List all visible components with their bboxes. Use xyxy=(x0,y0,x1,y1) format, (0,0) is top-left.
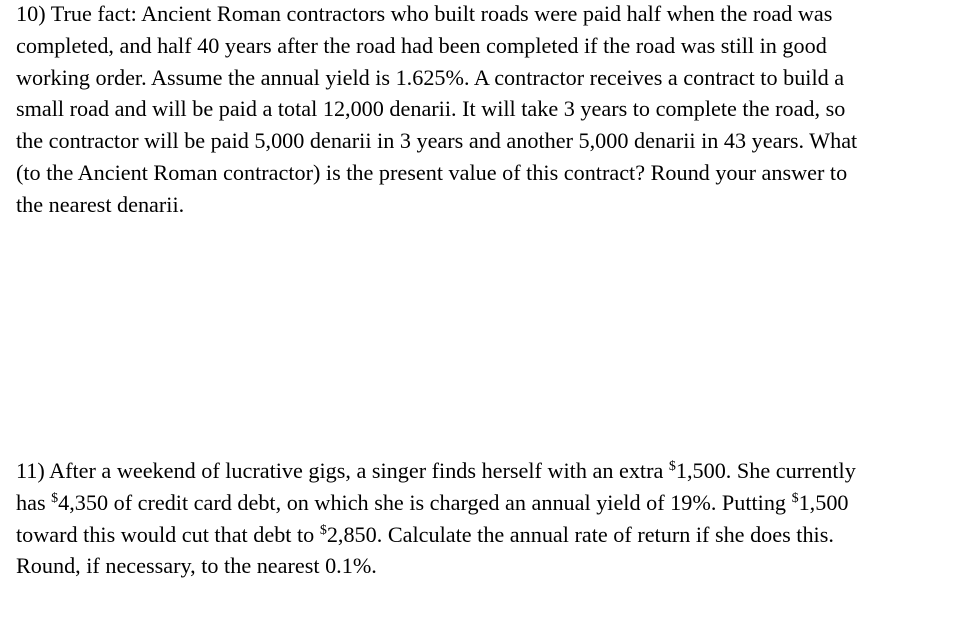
dollar-sign: $ xyxy=(319,522,327,538)
problem-11-line-4: Round, if necessary, to the nearest 0.1%. xyxy=(16,553,377,579)
problem-10-line-5: the contractor will be paid 5,000 denarii in 3 years and another 5,000 denarii in 43 years. What xyxy=(16,128,858,154)
problem-11-line-3-text-a: toward this would cut that debt to xyxy=(16,521,320,547)
problem-10 xyxy=(16,0,956,221)
problem-11-line-1-text-b: 1,500. She currently xyxy=(675,458,856,483)
problem-11 xyxy=(16,455,956,582)
problem-11-line-1-text-a: 11) After a weekend of lucrative gigs, a singer finds herself with an extra xyxy=(16,458,669,483)
problem-10-line-6: (to the Ancient Roman contractor) is the present value of this contract? Round your answer to xyxy=(16,159,848,185)
problem-10-line-4: small road and will be paid a total 12,000 denarii. It will take 3 years to complete the road, so xyxy=(16,96,846,122)
problem-11-line-3 xyxy=(16,519,956,551)
problem-11-line-1 xyxy=(16,455,956,487)
problem-11-line-2-text-b: 4,350 of credit card debt, on which she is charged an annual yield of 19%. Putting xyxy=(58,489,792,515)
problem-11-line-2-text-a: has xyxy=(16,489,52,515)
problem-11-line-2-text-c: 1,500 xyxy=(798,489,849,515)
problem-10-line-7: the nearest denarii. xyxy=(16,191,185,217)
problem-10-line-3: working order. Assume the annual yield is 1.625%. A contractor receives a contract to build a xyxy=(16,64,845,90)
dollar-sign: $ xyxy=(791,490,799,506)
problem-10-line-2: completed, and half 40 years after the road had been completed if the road was still in good xyxy=(16,32,827,58)
problem-11-line-2 xyxy=(16,487,956,519)
dollar-sign: $ xyxy=(51,490,59,506)
problem-10-line-1: 10) True fact: Ancient Roman contractors who built roads were paid half when the road was xyxy=(16,1,833,26)
dollar-sign: $ xyxy=(668,459,676,474)
problem-11-line-3-text-b: 2,850. Calculate the annual rate of return if she does this. xyxy=(326,521,834,547)
